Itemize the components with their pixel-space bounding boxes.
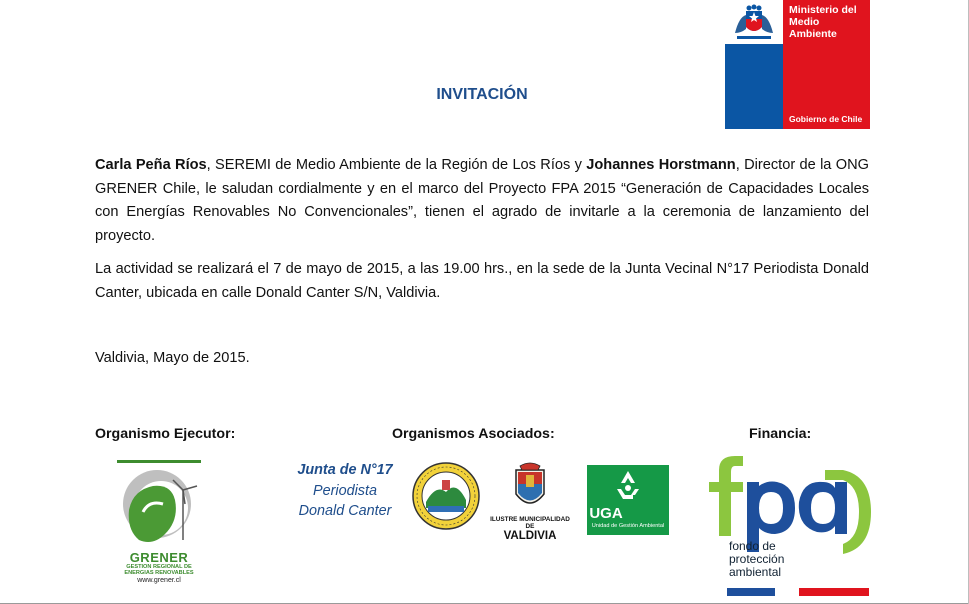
fpa-logo [703,452,873,604]
junta-line-1: Junta de N°17 [297,462,393,478]
invitation-paragraph [95,154,869,248]
host-name-1: Carla Peña Ríos [95,157,207,173]
junta-line-2: Periodista [313,483,377,499]
university-seal-icon [412,462,480,530]
grener-subtitle: GESTION REGIONAL DE ENERGIAS RENOVABLES [124,564,194,576]
uga-name: UGA [589,505,623,522]
asociados-label: Organismos Asociados: [392,426,555,442]
gobierno-label: Gobierno de Chile [789,114,863,124]
ministerio-title: Ministerio del Medio Ambiente [789,4,857,40]
coat-of-arms-icon [731,3,777,41]
uga-subtitle: Unidad de Gestión Ambiental [591,523,665,529]
paragraph-text-2: , Director de la ONG GRENER Chile, le saludan cordialmente y en el marco del Proyecto FPA 2015 “Generación de Capacidades Locales con Energías Renovables No Convencionales”, tienen el agrado de invitarle a la ceremonia de lanzamiento del proyecto. [95,157,869,244]
grener-name: GRENER [129,550,189,565]
fpa-emblem-icon [703,452,873,604]
municipalidad-line-2: VALDIVIA [503,530,557,542]
fpa-caption [729,540,784,579]
event-details-paragraph: La actividad se realizará el 7 de mayo de 2015, a las 19.00 hrs., en la sede de la Junta Vecinal N°17 Periodista Donald Canter, ubicada en calle Donald Canter S/N, Valdivia. [95,261,869,301]
fpa-caption-line-3: ambiental [729,565,782,579]
financia-label: Financia: [749,426,812,442]
ejecutor-label: Organismo Ejecutor: [95,426,236,442]
uga-logo [587,465,669,535]
grener-emblem-icon [113,460,205,550]
grener-url: www.grener.cl [137,577,181,584]
junta-line-3: Donald Canter [298,503,392,519]
recycle-icon [613,469,643,503]
paragraph-text-1: , SEREMI de Medio Ambiente de la Región de Los Ríos y [206,157,587,173]
ministerio-logo [725,0,870,129]
host-name-2: Johannes Horstmann [586,157,736,173]
page-title: INVITACIÓN [436,86,528,103]
municipalidad-line-1: ILUSTRE MUNICIPALIDAD DE [490,516,570,530]
grener-logo [113,460,205,588]
closing-date: Valdivia, Mayo de 2015. [95,350,250,366]
fpa-caption-line-1: fondo de [729,539,776,553]
fpa-caption-line-2: protección [729,552,785,566]
valdivia-crest-icon [510,462,550,514]
municipalidad-logo [490,462,570,542]
